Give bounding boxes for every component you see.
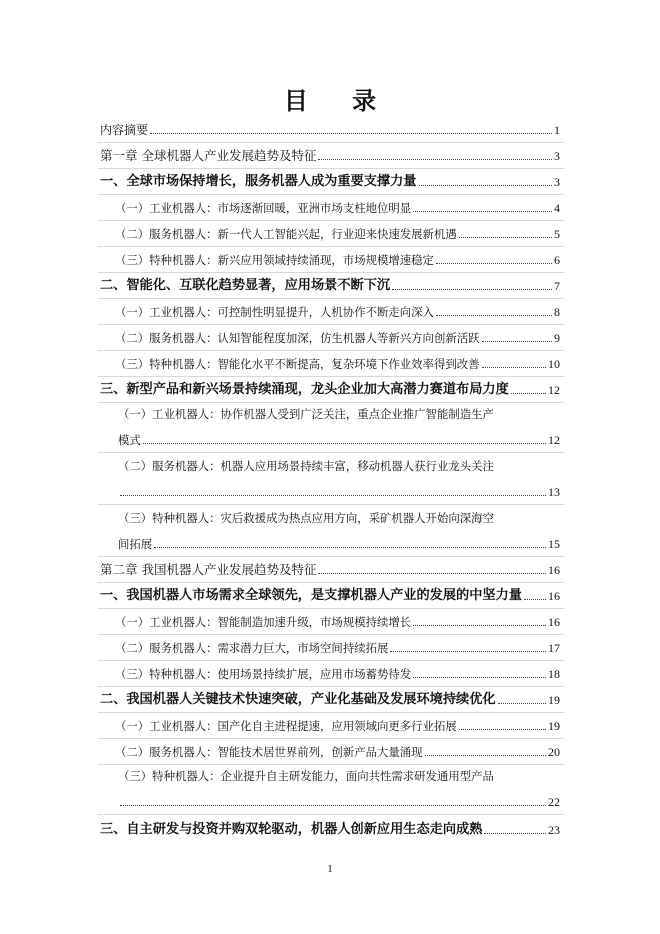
toc-entry-1-1[interactable] (100, 170, 560, 190)
toc-entry-text: 一、全球市场保持增长，服务机器人成为重要支撑力量 (100, 174, 417, 189)
toc-leader-dots (459, 729, 546, 730)
toc-entry-2-1-1[interactable] (115, 610, 560, 630)
toc-entry-page: 10 (548, 357, 560, 371)
row-divider (98, 272, 564, 273)
toc-entry-text: 第二章 我国机器人产业发展趋势及特征 (100, 562, 317, 577)
toc-leader-dots (318, 159, 552, 160)
toc-entry-chapter-1[interactable] (100, 144, 560, 164)
row-divider (98, 686, 564, 687)
toc-entry-1-1-3[interactable] (115, 248, 560, 268)
row-divider (98, 350, 564, 351)
toc-entry-page: 22 (548, 795, 560, 809)
row-divider (98, 142, 564, 143)
toc-entry-1-1-1[interactable] (115, 196, 560, 216)
toc-leader-dots (482, 367, 546, 368)
row-divider (98, 634, 564, 635)
toc-leader-dots (390, 651, 546, 652)
toc-leader-dots (459, 237, 552, 238)
toc-entry-2-1[interactable] (100, 584, 560, 604)
row-divider (98, 324, 564, 325)
row-divider (98, 402, 564, 403)
toc-leader-dots (413, 211, 552, 212)
toc-entry-1-1-2[interactable] (115, 222, 560, 242)
toc-entry-2-2-3-line1[interactable]: （三）特种机器人：企业提升自主研发能力，面向共性需求研发通用型产品 (118, 769, 494, 783)
toc-entry-page: 7 (554, 279, 560, 293)
toc-entry-chapter-2[interactable] (100, 558, 560, 578)
toc-entry-page: 6 (554, 253, 560, 267)
toc-entry-page: 8 (554, 305, 560, 319)
toc-entry-2-1-3[interactable] (115, 662, 560, 682)
toc-entry-page: 19 (548, 693, 560, 707)
toc-leader-dots (484, 833, 546, 834)
toc-entry-page: 4 (554, 201, 560, 215)
toc-leader-dots (419, 185, 553, 186)
toc-leader-dots (436, 315, 552, 316)
toc-entry-page: 9 (554, 331, 560, 345)
toc-entry-1-2-1[interactable] (115, 300, 560, 320)
page-title: 目 录 (283, 87, 395, 115)
toc-entry-text: （一）工业机器人：可控制性明显提升，人机协作不断走向深入 (115, 305, 434, 319)
toc-leader-dots (154, 547, 546, 548)
toc-entry-text: （一）工业机器人：国产化自主进程提速，应用领域向更多行业拓展 (115, 719, 457, 733)
toc-entry-2-2-1[interactable] (115, 714, 560, 734)
toc-entry-page: 16 (548, 615, 560, 629)
row-divider (98, 168, 564, 169)
toc-entry-text: 二、智能化、互联化趋势显著，应用场景不断下沉 (100, 278, 391, 293)
toc-entry-1-3-1-line1[interactable]: （一）工业机器人：协作机器人受到广泛关注，重点企业推广智能制造生产 (118, 407, 494, 421)
toc-entry-text: （一）工业机器人：市场逐渐回暖，亚洲市场支柱地位明显 (115, 201, 412, 215)
toc-leader-dots (143, 443, 546, 444)
toc-entry-1-3-2-line1[interactable]: （二）服务机器人：机器人应用场景持续丰富，移动机器人获行业龙头关注 (118, 459, 494, 473)
row-divider (98, 194, 564, 195)
toc-entry-text: （一）工业机器人：智能制造加速升级，市场规模持续增长 (115, 615, 412, 629)
page-number: 1 (327, 863, 333, 875)
toc-entry-text: （三）特种机器人：使用场景持续扩展，应用市场蓄势待发 (115, 667, 412, 681)
row-divider (98, 220, 564, 221)
toc-entry-page: 20 (548, 745, 560, 759)
toc-entry-text: 三、自主研发与投资并购双轮驱动，机器人创新应用生态走向成熟 (100, 822, 483, 837)
toc-entry-2-2-3-line2[interactable] (118, 790, 560, 810)
toc-entry-text: 三、新型产品和新兴场景持续涌现，龙头企业加大高潜力赛道布局力度 (100, 382, 509, 397)
row-divider (98, 608, 564, 609)
toc-leader-dots (425, 755, 546, 756)
toc-entry-page: 13 (548, 485, 560, 499)
toc-entry-2-2-2[interactable] (115, 740, 560, 760)
toc-leader-dots (413, 625, 546, 626)
toc-entry-page: 18 (548, 667, 560, 681)
toc-entry-1-3[interactable] (100, 378, 560, 398)
row-divider (98, 452, 564, 453)
toc-entry-page: 3 (554, 149, 560, 163)
row-divider (98, 376, 564, 377)
row-divider (98, 298, 564, 299)
toc-leader-dots (120, 495, 546, 496)
toc-entry-text: 间拓展 (118, 537, 153, 551)
toc-entry-text: 第一章 全球机器人产业发展趋势及特征 (100, 148, 317, 163)
toc-entry-text: （二）服务机器人：新一代人工智能兴起，行业迎来快速发展新机遇 (115, 227, 457, 241)
toc-entry-text: 内容摘要 (100, 123, 149, 137)
toc-leader-dots (120, 805, 546, 806)
row-divider (98, 712, 564, 713)
toc-entry-page: 16 (548, 563, 560, 577)
row-divider (98, 504, 564, 505)
toc-entry-page: 1 (554, 123, 560, 137)
toc-leader-dots (150, 133, 552, 134)
toc-entry-text: （二）服务机器人：认知智能程度加深，仿生机器人等新兴方向创新活跃 (115, 331, 480, 345)
toc-entry-1-3-3-line1[interactable]: （三）特种机器人：灾后救援成为热点应用方向，采矿机器人开始向深海空 (118, 511, 494, 525)
toc-entry-page: 3 (554, 175, 560, 189)
toc-entry-page: 16 (548, 589, 560, 603)
toc-entry-page: 12 (548, 433, 560, 447)
toc-entry-page: 5 (554, 227, 560, 241)
toc-entry-page: 12 (548, 383, 560, 397)
toc-entry-text: （三）特种机器人：智能化水平不断提高，复杂环境下作业效率得到改善 (115, 357, 480, 371)
row-divider (98, 738, 564, 739)
toc-entry-text: （二）服务机器人：智能技术居世界前列，创新产品大量涌现 (115, 745, 423, 759)
row-divider (98, 582, 564, 583)
toc-entry-1-2[interactable] (100, 274, 560, 294)
toc-entry-page: 17 (548, 641, 560, 655)
toc-entry-text: 模式 (118, 433, 141, 447)
toc-entry-1-3-1-line2[interactable] (118, 428, 560, 448)
row-divider (98, 764, 564, 765)
row-divider (98, 556, 564, 557)
toc-entry-text: （二）服务机器人：需求潜力巨大，市场空间持续拓展 (115, 641, 389, 655)
toc-entry-page: 19 (548, 719, 560, 733)
toc-leader-dots (511, 393, 546, 394)
toc-leader-dots (482, 341, 552, 342)
toc-entry-text: 二、我国机器人关键技术快速突破，产业化基础及发展环境持续优化 (100, 692, 496, 707)
toc-entry-text: 一、我国机器人市场需求全球领先，是支撑机器人产业的发展的中坚力量 (100, 588, 522, 603)
toc-entry-1-2-3[interactable] (115, 352, 560, 372)
toc-entry-page: 23 (548, 823, 560, 837)
toc-entry-2-3[interactable] (100, 818, 560, 838)
toc-entry-2-2[interactable] (100, 688, 560, 708)
row-divider (98, 814, 564, 815)
toc-entry-2-1-2[interactable] (115, 636, 560, 656)
toc-leader-dots (413, 677, 546, 678)
toc-entry-1-3-3-line2[interactable] (118, 532, 560, 552)
toc-entry-1-2-2[interactable] (115, 326, 560, 346)
toc-entry-abstract[interactable] (100, 118, 560, 138)
row-divider (98, 246, 564, 247)
toc-entry-page: 15 (548, 537, 560, 551)
toc-leader-dots (524, 599, 546, 600)
toc-entry-text: （三）特种机器人：新兴应用领域持续涌现，市场规模增速稳定 (115, 253, 434, 267)
row-divider (98, 660, 564, 661)
toc-leader-dots (436, 263, 552, 264)
toc-leader-dots (392, 289, 552, 290)
toc-entry-1-3-2-line2[interactable] (118, 480, 560, 500)
toc-leader-dots (318, 573, 546, 574)
toc-leader-dots (498, 703, 546, 704)
